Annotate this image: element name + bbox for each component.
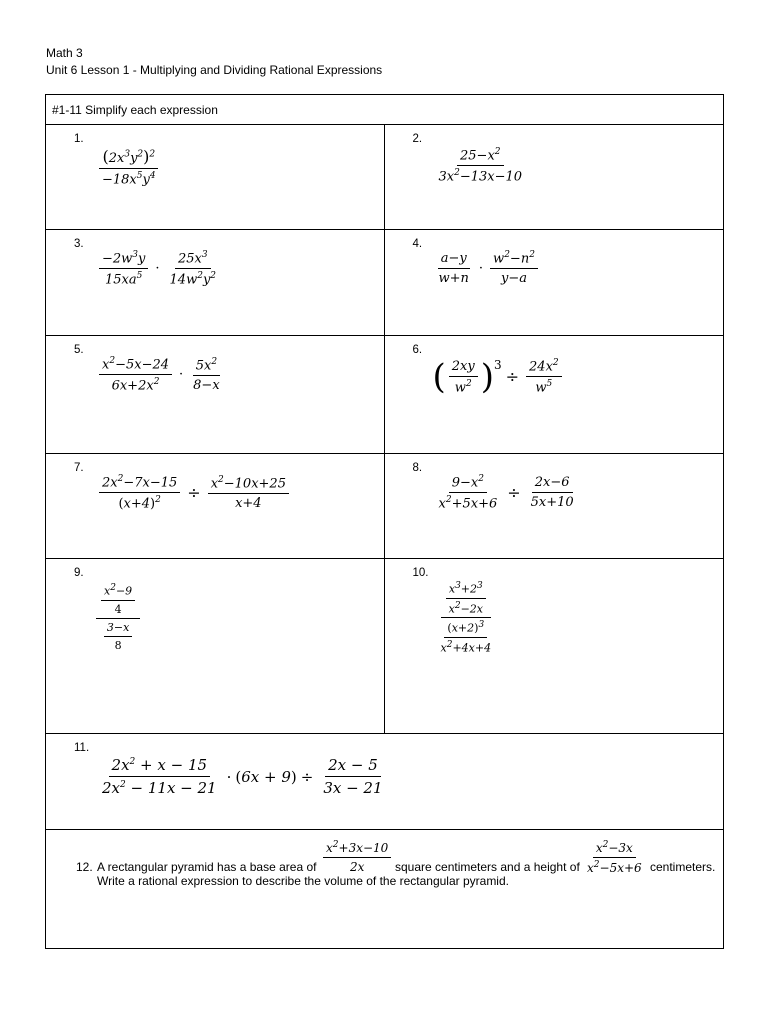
problem-6-expression: ( $\frac{2xy}{w^2}$ ) 3 ÷ $\frac{24x^2}{w^5}$ [433, 358, 565, 396]
problem-row [46, 733, 723, 829]
section-label: #1-11 Simplify each expression [52, 103, 218, 117]
problem-number: 11. [74, 742, 90, 754]
section-label-row [46, 95, 723, 124]
problem-9-cell [46, 559, 385, 733]
course-title: Math 3 [46, 46, 83, 60]
problem-10-expression: $\frac{\frac{x^3+2^3}{x^2-2x}}{\frac{(x+2)^3}{x^2+4x+4}}$ [440, 581, 492, 655]
problem-number: 9. [74, 567, 84, 579]
lesson-title: Unit 6 Lesson 1 - Multiplying and Dividing Rational Expressions [46, 63, 383, 77]
problem-7-expression: $\frac{2x^2-7x-15}{(x+4)^2}$ ÷ $\frac{x^2-10x+25}{x+4}$ [96, 474, 292, 512]
problem-5-expression: $\frac{x^2-5x-24}{6x+2x^2}$ · $\frac{5x^2}{8-x}$ [96, 356, 226, 394]
problem-number: 2. [412, 133, 423, 145]
problem-8-cell [385, 454, 724, 558]
problem-3-expression: $\frac{-2w^3y}{15xa^5}$ · $\frac{25x^3}{14w^2y^2}$ [96, 250, 222, 288]
problem-row [46, 229, 723, 335]
problem-4-expression: $\frac{a-y}{w+n}$ · $\frac{w^2-n^2}{y-a}$ [433, 250, 541, 286]
problem-12-text-c: centimeters. [650, 860, 716, 874]
base-area-expression: $\frac{x^2+3x-10}{2x}$ [320, 840, 394, 874]
problem-12-text-a: A rectangular pyramid has a base area of [97, 860, 317, 874]
problem-6-cell [385, 336, 724, 453]
problem-number: 7. [74, 462, 84, 474]
problem-number: 10. [412, 567, 429, 579]
problem-3-cell [46, 230, 385, 335]
problem-10-cell [385, 559, 724, 733]
problem-2-cell [385, 125, 724, 229]
problem-number: 12. [76, 860, 93, 874]
problem-8-expression: $\frac{9-x^2}{x^2+5x+6}$ ÷ $\frac{2x-6}{5x+10}$ [438, 474, 574, 512]
problem-11-expression: $\frac{2x^2 + x - 15}{2x^2 - 11x - 21}$ · ( 6x + 9 ) ÷ $\frac{2x - 5}{3x - 21}$ [102, 756, 383, 797]
problem-row [46, 829, 723, 948]
problem-row [46, 558, 723, 733]
problem-number: 5. [74, 344, 84, 356]
problem-number: 6. [412, 344, 423, 356]
problem-1-cell [46, 125, 385, 229]
height-expression: $\frac{x^2-3x}{x^2-5x+6}$ [587, 840, 642, 875]
problem-12-text-d: Write a rational expression to describe the volume of the rectangular pyramid. [97, 874, 509, 888]
problem-7-cell [46, 454, 385, 558]
problem-number: 4. [412, 238, 423, 250]
problem-9-expression: $\frac{\frac{x^2-9}{4}}{\frac{3-x}{8}}$ [96, 583, 140, 652]
problem-12-cell [46, 830, 723, 948]
problem-row [46, 124, 723, 229]
problem-number: 1. [74, 133, 84, 145]
problem-number: 8. [412, 462, 423, 474]
problem-5-cell [46, 336, 385, 453]
problem-11-cell [46, 734, 723, 829]
problem-row [46, 453, 723, 558]
problem-4-cell [385, 230, 724, 335]
problem-1-expression: $\frac{(2x^3y^2)^2}{-18x^5y^4}$ [96, 147, 162, 187]
problem-12-text-b: square centimeters and a height of [395, 860, 580, 874]
worksheet-grid [45, 94, 724, 949]
problem-row [46, 335, 723, 453]
problem-2-expression: $\frac{25-x^2}{3x^2-13x-10}$ [438, 147, 523, 185]
problem-number: 3. [74, 238, 84, 250]
